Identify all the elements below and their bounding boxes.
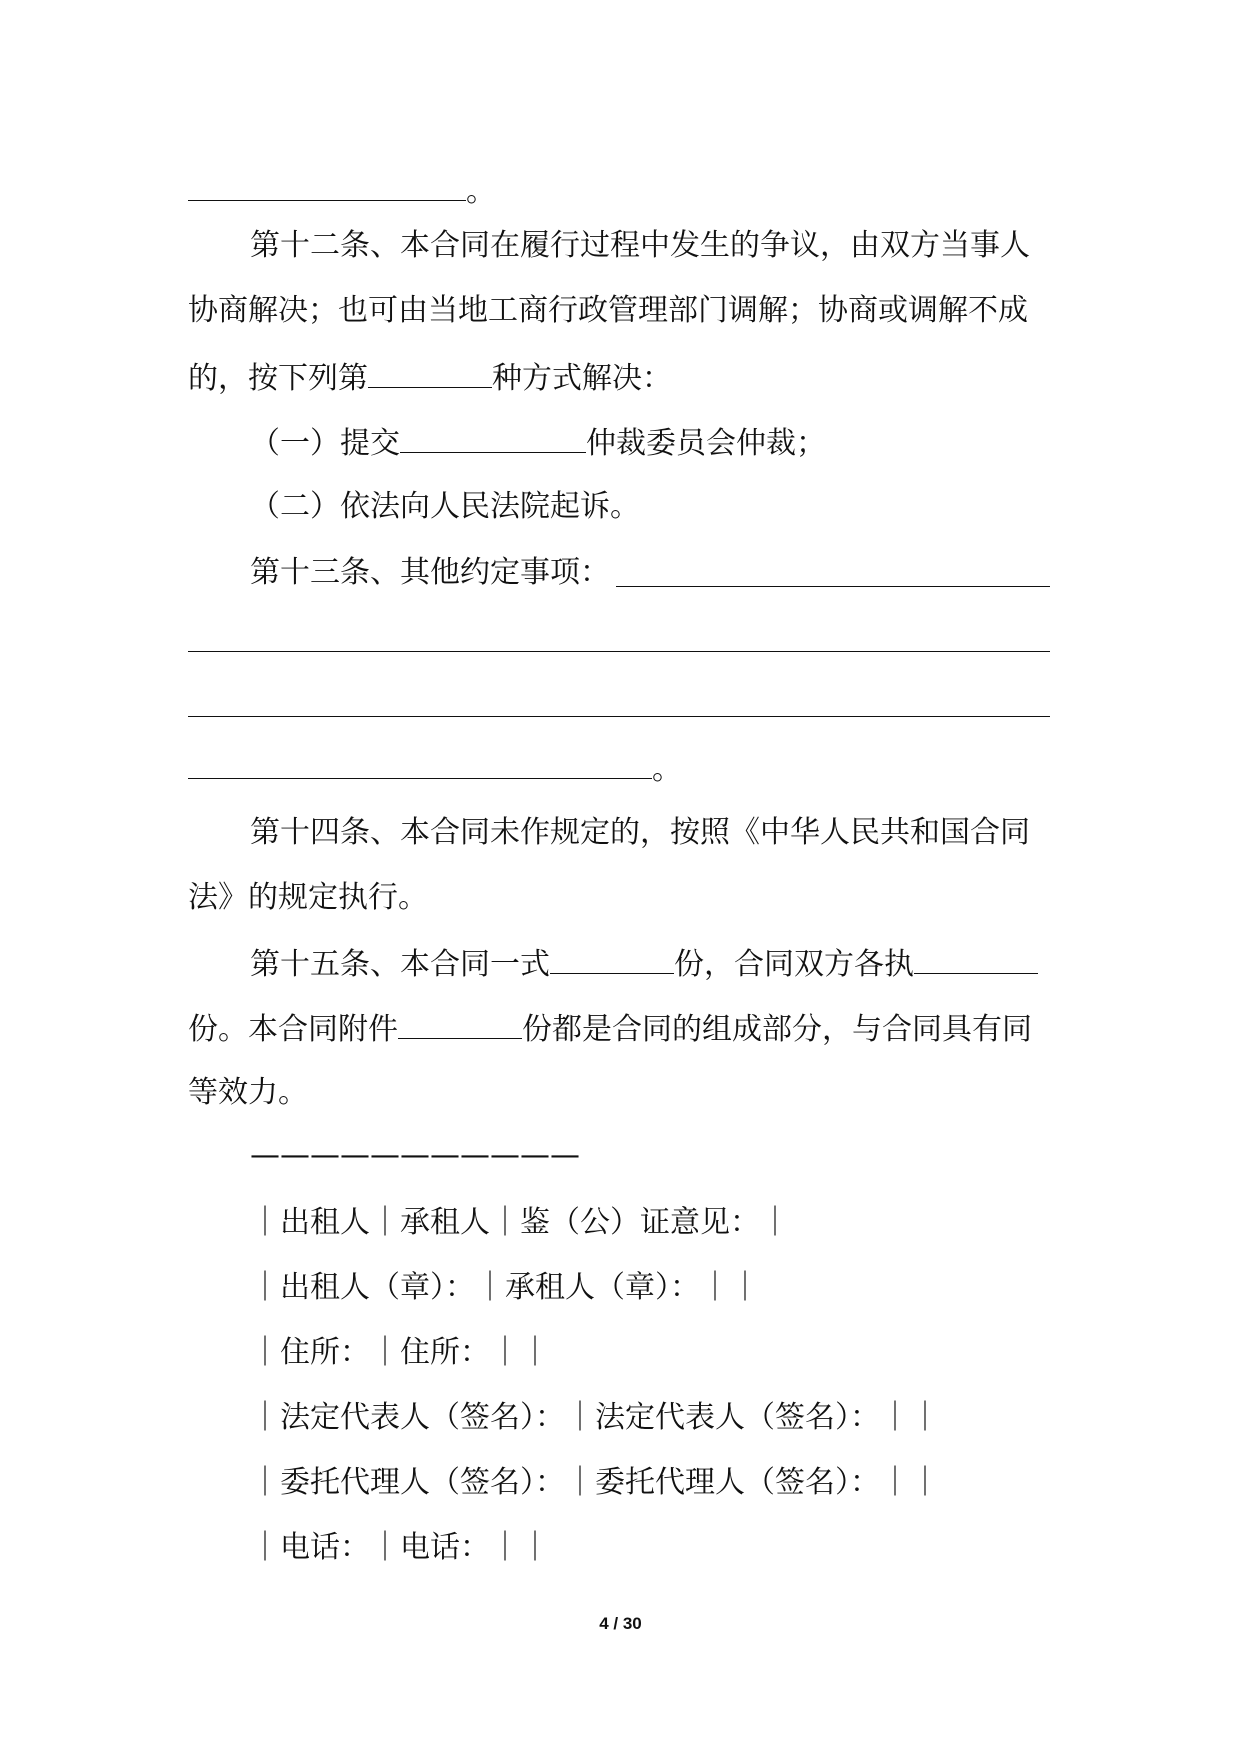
fill-blank bbox=[398, 1008, 522, 1039]
period: 。 bbox=[652, 752, 682, 787]
signature-table-row-phone: ｜电话：｜电话：｜｜ bbox=[250, 1530, 550, 1565]
signature-table-header: ｜出租人｜承租人｜鉴（公）证意见：｜ bbox=[250, 1205, 790, 1240]
article-15-line-1 bbox=[250, 943, 1038, 985]
fill-blank bbox=[616, 586, 1050, 587]
text-segment: 第十三条、其他约定事项： bbox=[250, 555, 610, 590]
fill-blank bbox=[188, 170, 466, 201]
signature-table-row-address: ｜住所：｜住所：｜｜ bbox=[250, 1335, 550, 1370]
text-segment: 种方式解决： bbox=[492, 361, 672, 396]
fill-blank bbox=[550, 943, 674, 974]
article-15-line-2 bbox=[188, 1008, 1032, 1050]
signature-table-row-seal: ｜出租人（章）：｜承租人（章）：｜｜ bbox=[250, 1270, 760, 1305]
page-number: 4 / 30 bbox=[599, 1614, 642, 1633]
article-14-line-2: 法》的规定执行。 bbox=[188, 880, 428, 915]
fill-blank bbox=[368, 357, 492, 388]
article-14-line-1: 第十四条、本合同未作规定的，按照《中华人民共和国合同 bbox=[250, 815, 1030, 850]
fill-blank bbox=[188, 716, 1050, 717]
text-segment: 份，合同双方各执 bbox=[674, 947, 914, 982]
article-15-line-3: 等效力。 bbox=[188, 1075, 308, 1110]
text-segment: 份都是合同的组成部分，与合同具有同 bbox=[522, 1012, 1032, 1047]
period: 。 bbox=[466, 174, 496, 209]
article-12-line-3 bbox=[188, 357, 672, 399]
text-segment: 第十五条、本合同一式 bbox=[250, 947, 550, 982]
fill-blank bbox=[188, 651, 1050, 652]
fill-blank bbox=[914, 943, 1038, 974]
text-segment: （一）提交 bbox=[250, 426, 400, 461]
signature-table-row-agent: ｜委托代理人（签名）：｜委托代理人（签名）：｜｜ bbox=[250, 1465, 940, 1500]
text-segment: 仲裁委员会仲裁； bbox=[586, 426, 826, 461]
dash-separator: ——————————— bbox=[250, 1138, 580, 1173]
text-segment: 份。本合同附件 bbox=[188, 1012, 398, 1047]
fill-blank bbox=[400, 422, 586, 453]
article-12-option-2: （二）依法向人民法院起诉。 bbox=[250, 489, 640, 524]
article-13-line-1 bbox=[250, 553, 610, 593]
article-12-line-2: 协商解决；也可由当地工商行政管理部门调解；协商或调解不成 bbox=[188, 293, 1028, 328]
text-segment: 的，按下列第 bbox=[188, 361, 368, 396]
text-line bbox=[188, 748, 682, 790]
signature-table-row-legal-rep: ｜法定代表人（签名）：｜法定代表人（签名）：｜｜ bbox=[250, 1400, 940, 1435]
article-12-line-1: 第十二条、本合同在履行过程中发生的争议，由双方当事人 bbox=[250, 228, 1030, 263]
text-line bbox=[188, 170, 496, 212]
fill-blank bbox=[188, 748, 652, 779]
article-12-option-1 bbox=[250, 422, 826, 464]
